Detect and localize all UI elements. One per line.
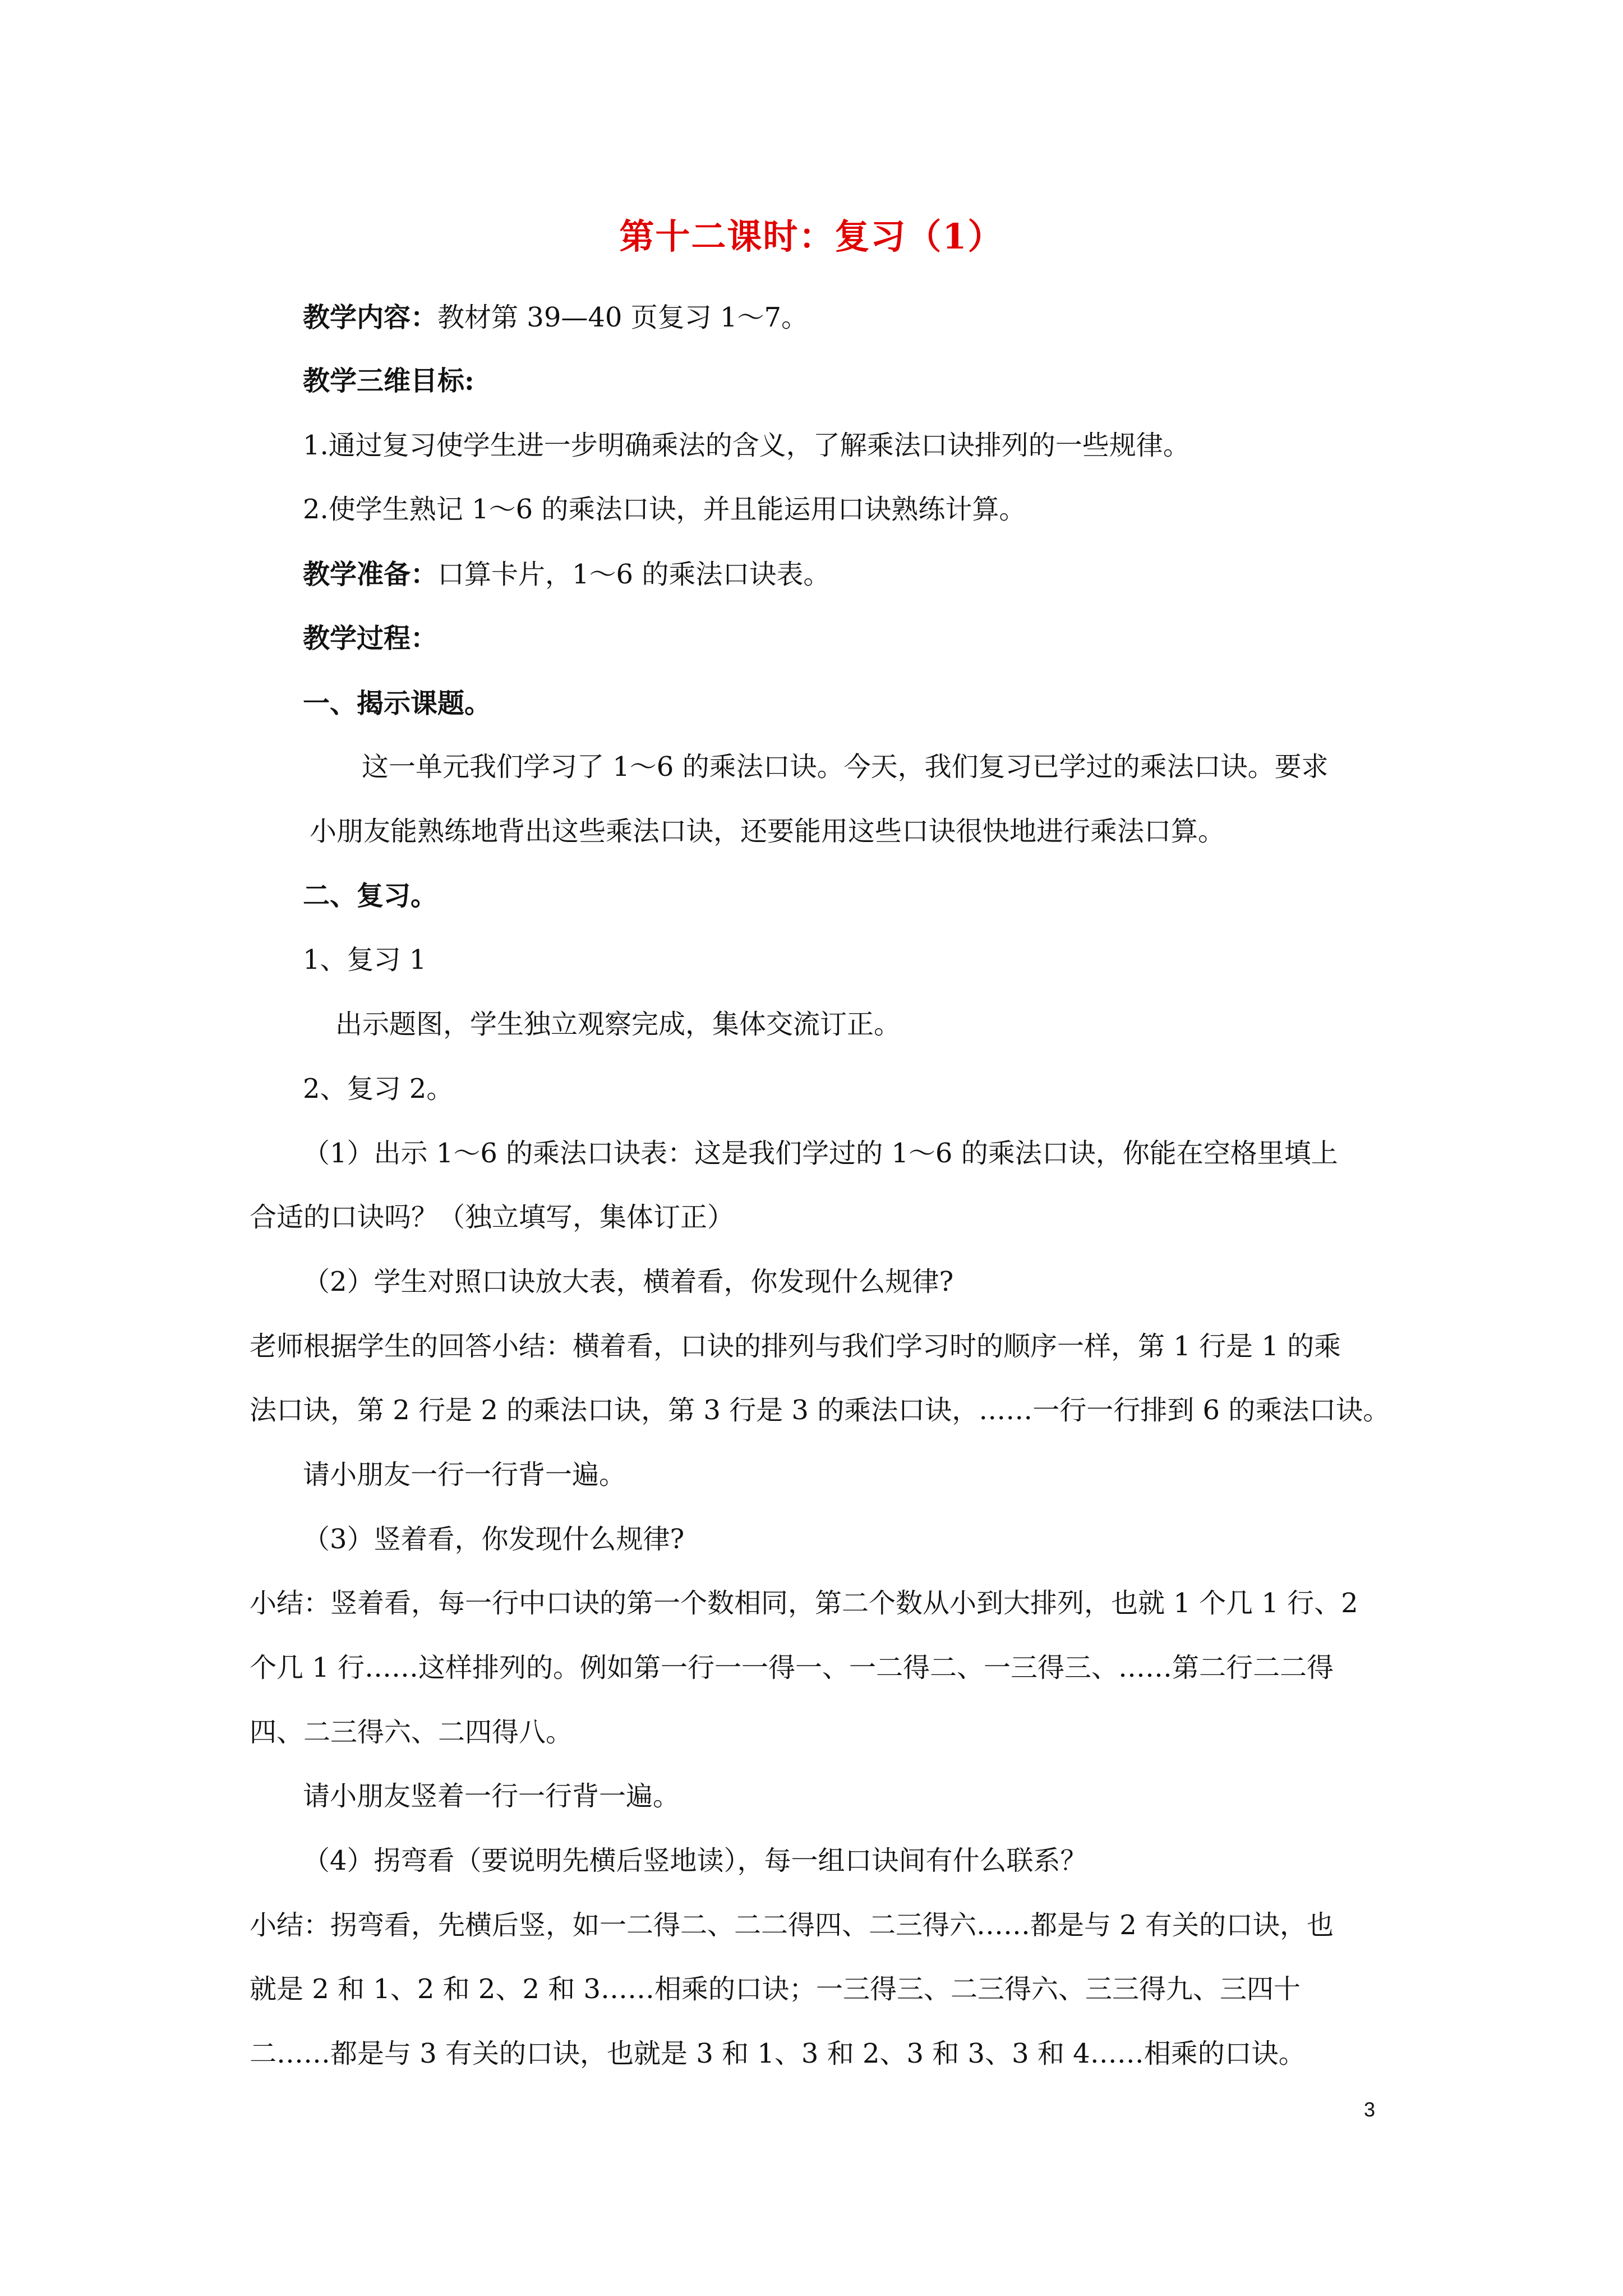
- recite-instruction-2: 请小朋友竖着一行一行背一遍。: [303, 1780, 680, 1812]
- page-number: 3: [1364, 2098, 1376, 2121]
- summary-3-line-1: 小结：竖着看，每一行中口诀的第一个数相同，第二个数从小到大排列，也就 1 个几 1 行、2: [250, 1588, 1358, 1619]
- summary-2-line-1: 老师根据学生的回答小结：横着看，口诀的排列与我们学习时的顺序一样，第 1 行是 1 的乘: [250, 1331, 1341, 1362]
- step-1-line-1: （1）出示 1～6 的乘法口诀表：这是我们学过的 1～6 的乘法口诀，你能在空格里填上: [303, 1138, 1338, 1169]
- section-heading-1: 一、揭示课题。: [303, 688, 492, 719]
- goal-item-1: 1.通过复习使学生进一步明确乘法的含义，了解乘法口诀排列的一些规律。: [303, 430, 1190, 461]
- step-4: （4）拐弯看（要说明先横后竖地读），每一组口诀间有什么联系？: [303, 1845, 1087, 1876]
- review-item-2: 2、复习 2。: [303, 1073, 454, 1105]
- review-item-1-text: 出示题图，学生独立观察完成，集体交流订正。: [335, 1009, 901, 1040]
- recite-instruction-1: 请小朋友一行一行背一遍。: [303, 1459, 626, 1490]
- summary-2-line-2: 法口诀，第 2 行是 2 的乘法口诀，第 3 行是 3 的乘法口诀，……一行一行排到 6 的乘法口诀。: [250, 1395, 1390, 1426]
- teaching-process-heading: 教学过程：: [303, 623, 438, 654]
- teaching-content-text: 教材第 39—40 页复习 1～7。: [437, 302, 809, 333]
- intro-paragraph-line-2: 小朋友能熟练地背出这些乘法口诀，还要能用这些口诀很快地进行乘法口算。: [310, 816, 1225, 847]
- teaching-prep-text: 口算卡片，1～6 的乘法口诀表。: [437, 559, 831, 590]
- summary-4-line-2: 就是 2 和 1、2 和 2、2 和 3……相乘的口诀；一三得三、二三得六、三三得九、三四十: [250, 1973, 1301, 2005]
- step-1-line-2: 合适的口诀吗？（独立填写，集体订正）: [250, 1202, 735, 1233]
- page-title: 第十二课时：复习（1）: [619, 216, 1004, 257]
- teaching-content-label: 教学内容：: [303, 302, 438, 333]
- teaching-content-line: [303, 304, 808, 331]
- teaching-prep-label: 教学准备：: [303, 559, 438, 590]
- summary-4-line-3: 二……都是与 3 有关的口诀，也就是 3 和 1、3 和 2、3 和 3、3 和 4……相乘的口诀。: [250, 2038, 1306, 2069]
- review-item-1: 1、复习 1: [303, 944, 427, 976]
- intro-paragraph-line-1: 这一单元我们学习了 1～6 的乘法口诀。今天，我们复习已学过的乘法口诀。要求: [362, 751, 1329, 783]
- section-heading-2: 二、复习。: [303, 880, 438, 912]
- summary-3-line-3: 四、二三得六、二四得八。: [250, 1717, 573, 1748]
- step-2: （2）学生对照口诀放大表，横着看，你发现什么规律?: [303, 1266, 954, 1297]
- summary-3-line-2: 个几 1 行……这样排列的。例如第一行一一得一、一二得二、一三得三、……第二行二二得: [250, 1652, 1334, 1683]
- teaching-prep-line: [303, 561, 830, 588]
- teaching-goals-heading: 教学三维目标:: [303, 365, 474, 397]
- goal-item-2: 2.使学生熟记 1～6 的乘法口诀，并且能运用口诀熟练计算。: [303, 494, 1026, 525]
- step-3: （3）竖着看，你发现什么规律?: [303, 1524, 685, 1555]
- summary-4-line-1: 小结：拐弯看，先横后竖，如一二得二、二二得四、二三得六……都是与 2 有关的口诀，也: [250, 1910, 1334, 1941]
